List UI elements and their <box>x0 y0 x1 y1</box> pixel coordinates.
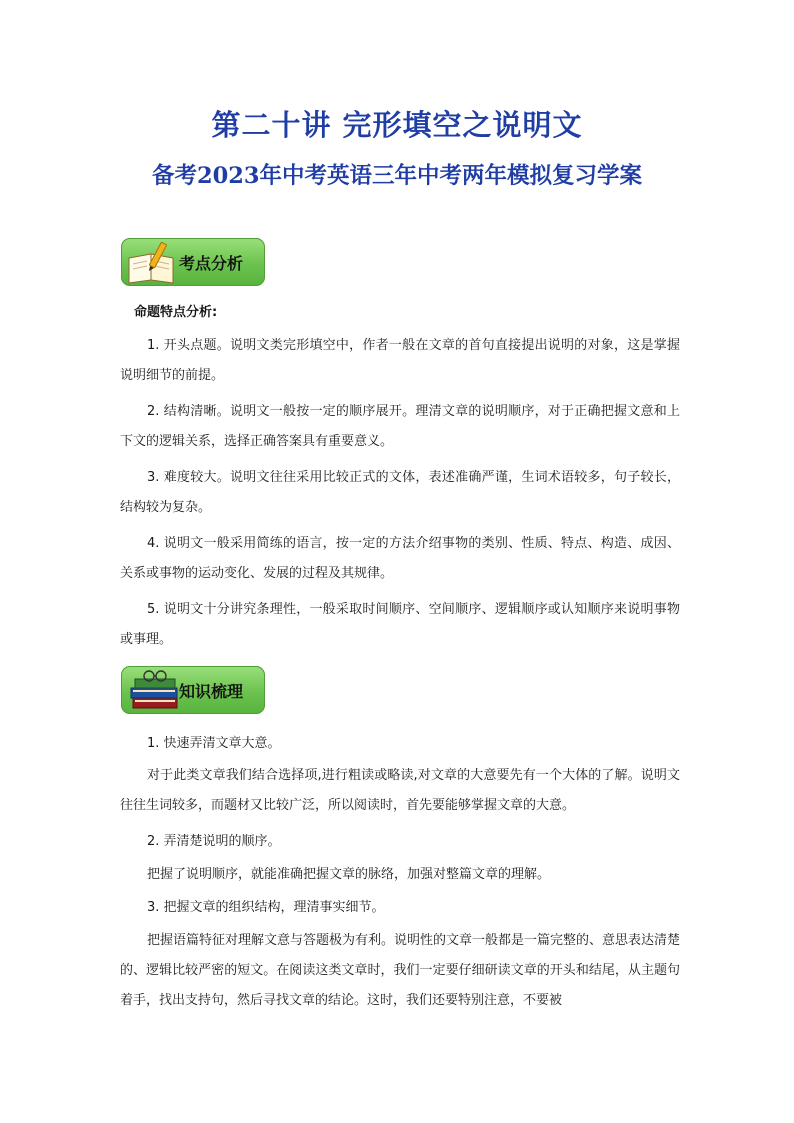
list-item: 1. 快速弄清文章大意。 <box>147 736 281 751</box>
list-item: 2. 结构清晰。说明文一般按一定的顺序展开。理清文章的说明顺序，对于正确把握文意和上下文的逻辑关系，选择正确答案具有重要意义。 <box>120 404 680 449</box>
list-item: 5. 说明文十分讲究条理性，一般采取时间顺序、空间顺序、逻辑顺序或认知顺序来说明事物或事理。 <box>120 602 680 647</box>
stacked-books-glasses-icon <box>125 668 185 714</box>
list-item: 4. 说明文一般采用简练的语言，按一定的方法介绍事物的类别、性质、特点、构造、成因、关系或事物的运动变化、发展的过程及其规律。 <box>120 536 680 581</box>
section-badge-knowledge <box>121 666 265 714</box>
page-subtitle: 备考2023年中考英语三年中考两年模拟复习学案 <box>151 163 643 189</box>
paragraph: 把握了说明顺序，就能准确把握文章的脉络，加强对整篇文章的理解。 <box>147 867 551 882</box>
section-heading: 命题特点分析: <box>134 305 218 320</box>
badge-label: 知识梳理 <box>179 682 244 701</box>
section-badge-analysis <box>121 238 265 286</box>
list-item: 3. 难度较大。说明文往往采用比较正式的文体，表述准确严谨，生词术语较多，句子较长，结构较为复杂。 <box>120 470 680 515</box>
list-item: 3. 把握文章的组织结构，理清事实细节。 <box>147 900 385 915</box>
open-book-pencil-icon <box>125 240 181 286</box>
paragraph: 把握语篇特征对理解文意与答题极为有利。说明性的文章一般都是一篇完整的、意思表达清楚的、逻辑比较严密的短文。在阅读这类文章时，我们一定要仔细研读文章的开头和结尾，从主题句着手，找出支持句，然后寻找文章的结论。这时，我们还要特别注意，不要被 <box>120 933 681 1008</box>
paragraph: 对于此类文章我们结合选择项,进行粗读或略读,对文章的大意要先有一个大体的了解。说明文往往生词较多，而题材又比较广泛，所以阅读时，首先要能够掌握文章的大意。 <box>120 768 680 813</box>
list-item: 1. 开头点题。说明文类完形填空中，作者一般在文章的首句直接提出说明的对象，这是掌握说明细节的前提。 <box>120 338 680 383</box>
list-item: 2. 弄清楚说明的顺序。 <box>147 834 281 849</box>
badge-label: 考点分析 <box>179 254 244 273</box>
page-title: 第二十讲 完形填空之说明文 <box>211 108 583 142</box>
